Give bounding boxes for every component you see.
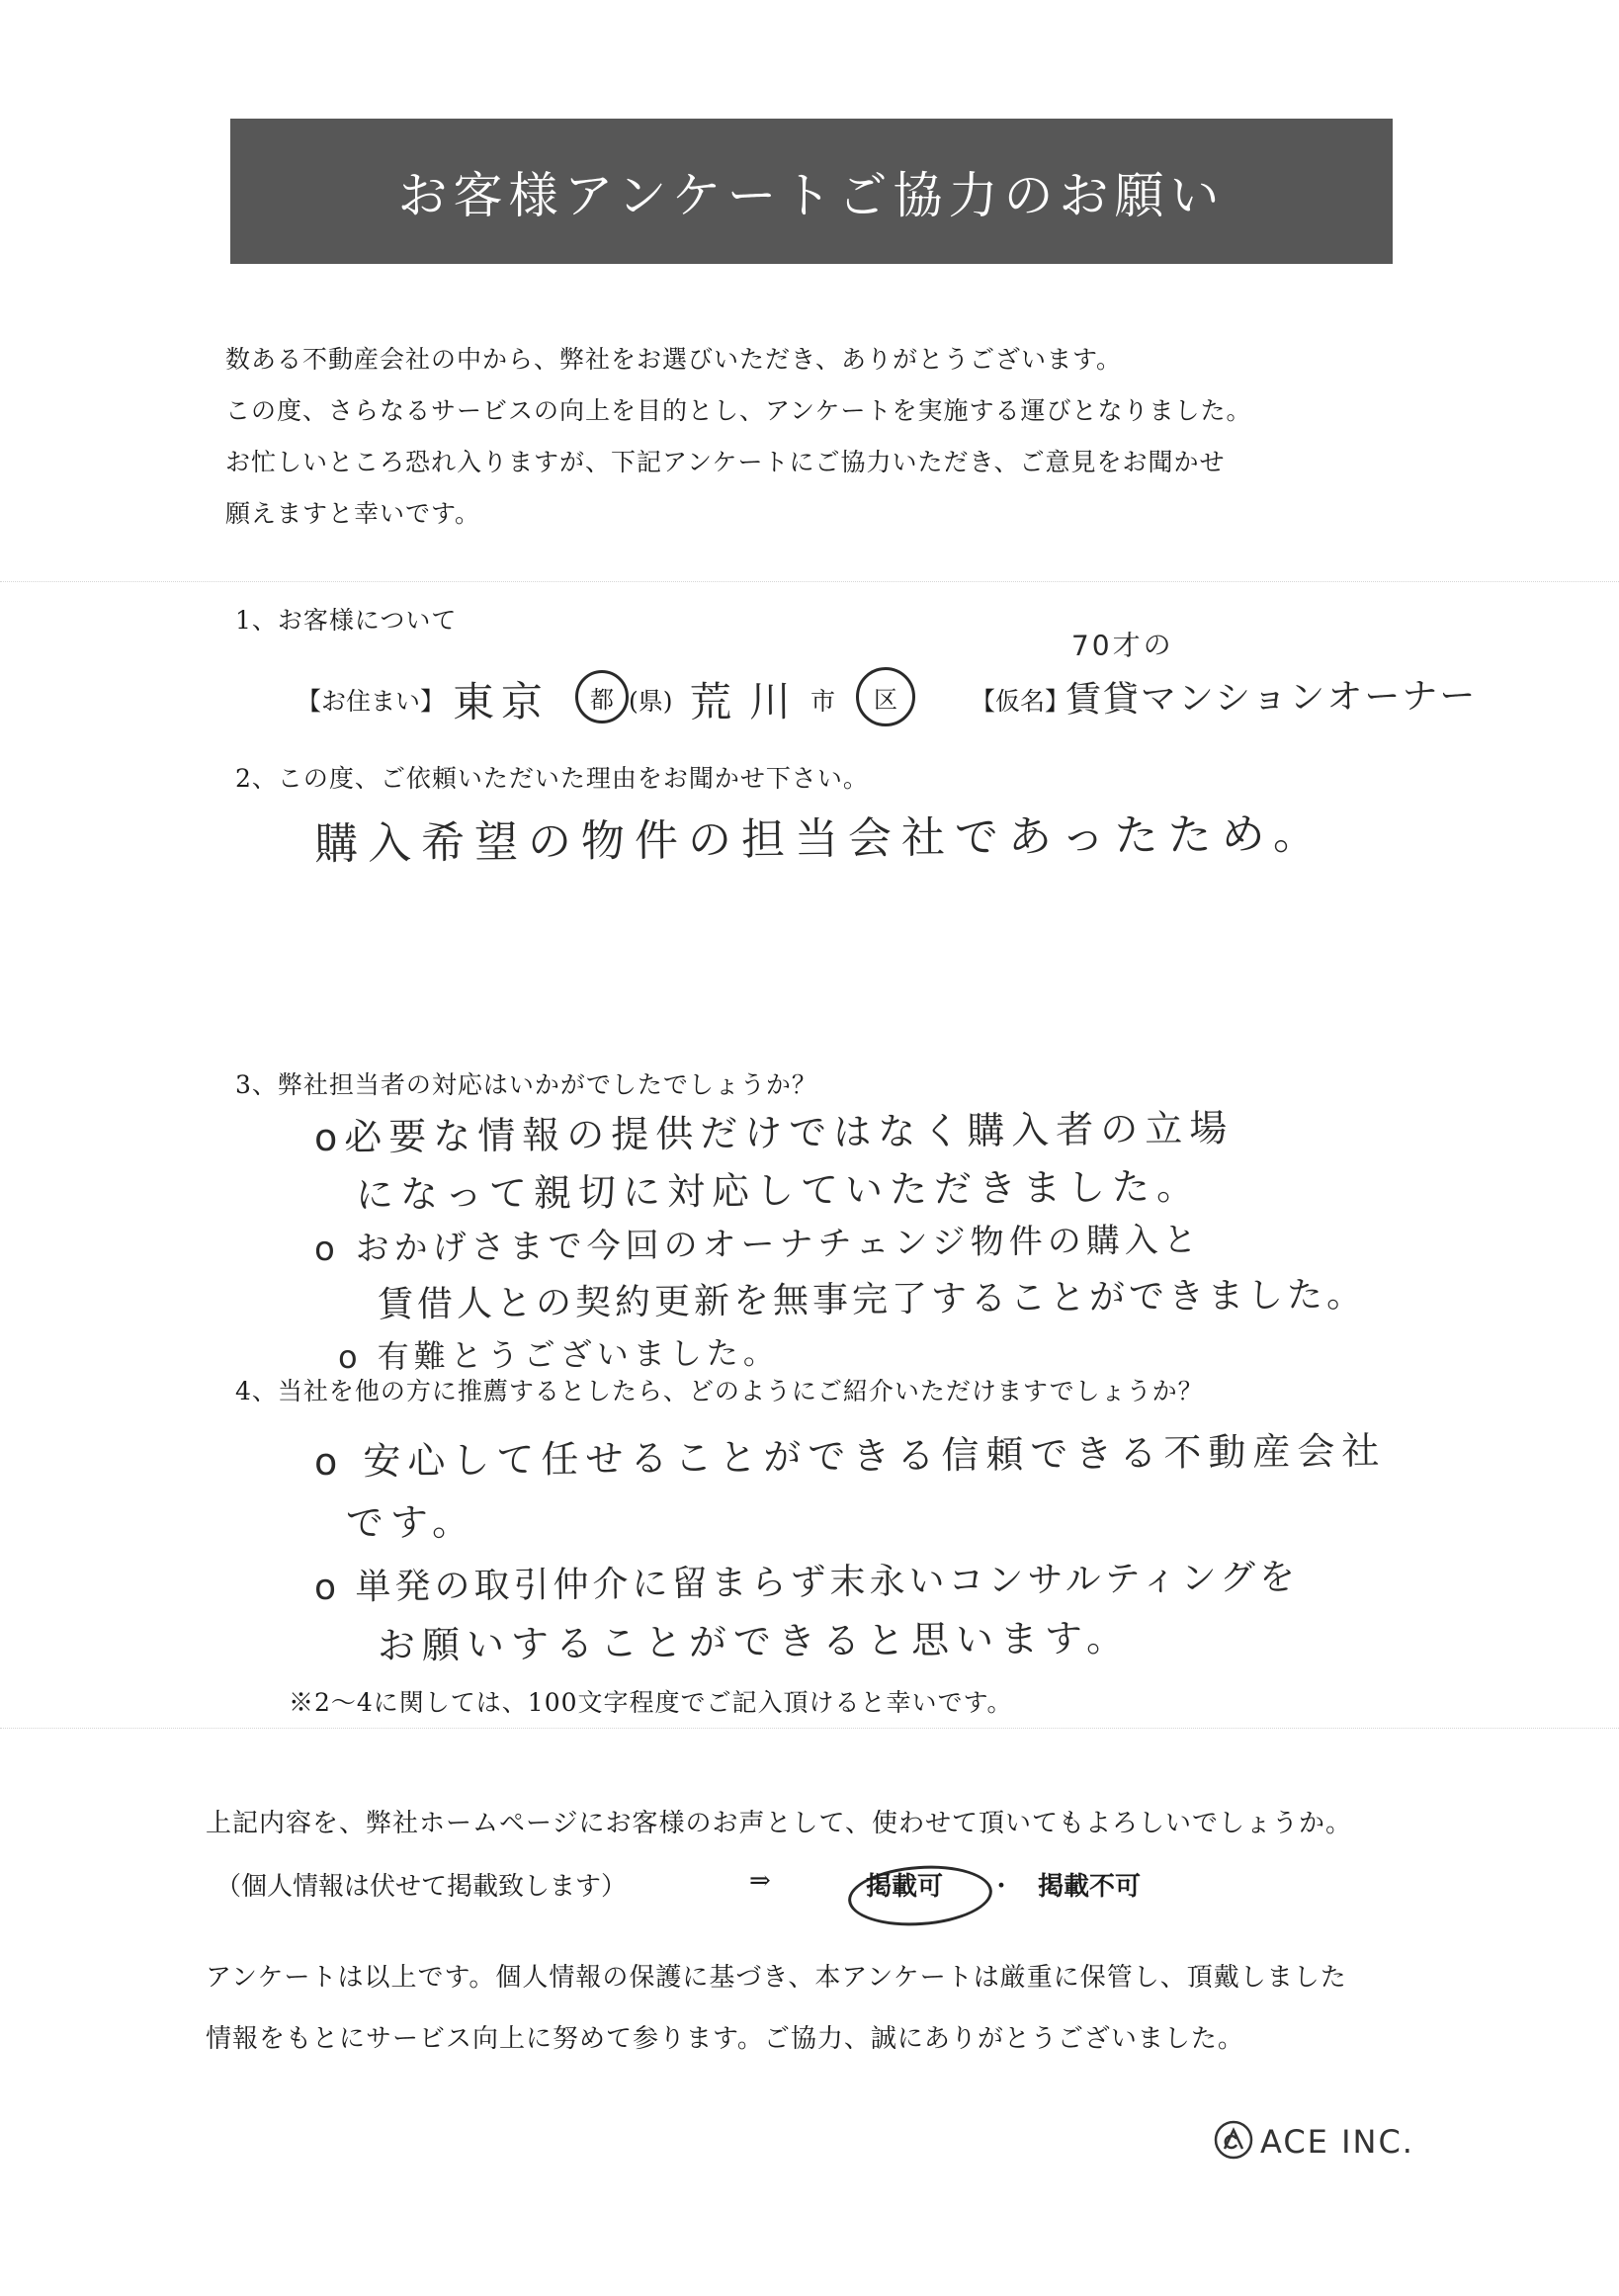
question-3-answer-line: 賃借人との契約更新を無事完了することができました。 — [377, 1274, 1367, 1325]
privacy-note: （個人情報は伏せて掲載致します） — [215, 1872, 628, 1902]
option-ku-circled: 区 — [856, 667, 915, 726]
publication-consent-question: 上記内容を、弊社ホームページにお客様のお声として、使わせて頂いてもよろしいでしょうか。 — [206, 1809, 1352, 1838]
question-4-label: 4、当社を他の方に推薦するとしたら、どのようにご紹介いただけますでしょうか？ — [235, 1377, 1204, 1405]
residence-city-handwritten: 荒川 — [689, 676, 810, 726]
question-4-answer-line: o 単発の取引仲介に留まらず末永いコンサルティングを — [313, 1557, 1300, 1608]
customer-info-row — [297, 628, 1478, 733]
question-3-answer-line: o必要な情報の提供だけではなく購入者の立場 — [313, 1106, 1235, 1159]
intro-line: お忙しいところ恐れ入りますが、下記アンケートにご協力いただき、ご意見をお聞かせ — [225, 448, 1226, 476]
question-2-label: 2、この度、ご依頼いただいた理由をお聞かせ下さい。 — [235, 764, 869, 793]
fold-line-top — [0, 581, 1619, 582]
pseudonym-note-handwritten: 70才の — [1070, 628, 1174, 662]
question-4-answer-line: です。 — [345, 1499, 477, 1545]
publication-consent-row — [215, 1856, 1303, 1915]
option-to-circled: 都 — [575, 670, 629, 723]
option-separator: ・ — [988, 1872, 1015, 1902]
fold-line-bottom — [0, 1728, 1619, 1729]
survey-title: お客様アンケートご協力のお願い — [397, 166, 1226, 224]
company-name: ACE INC. — [1260, 2123, 1414, 2161]
question-3-answer-line: o 有難とうございました。 — [337, 1333, 780, 1376]
option-publish-ok: 掲載可 — [866, 1871, 944, 1901]
option-ken: (県) — [629, 687, 673, 716]
intro-line: 願えますと幸いです。 — [225, 499, 481, 528]
question-3-label: 3、弊社担当者の対応はいかがでしたでしょうか？ — [235, 1070, 817, 1099]
closing-text — [206, 1947, 1347, 2070]
survey-title-banner — [230, 119, 1393, 264]
character-count-note: ※2～4に関しては、100文字程度でご記入頂けると幸いです。 — [289, 1688, 1013, 1717]
question-3-answer-line: になって親切に対応していただきました。 — [355, 1164, 1202, 1217]
option-publish-ng: 掲載不可 — [1038, 1871, 1142, 1901]
residence-pref-handwritten: 東京 — [452, 676, 551, 726]
question-3-answer-line: o おかげさまで今回のオーナチェンジ物件の購入と — [313, 1220, 1202, 1269]
intro-line: この度、さらなるサービスの向上を目的とし、アンケートを実施する運びとなりました。 — [225, 396, 1252, 425]
question-4-answer-line: o 安心して任せることができる信頼できる不動産会社 — [313, 1428, 1387, 1484]
ace-logo-icon — [1213, 2119, 1254, 2165]
closing-line: 情報をもとにサービス向上に努めて参ります。ご協力、誠にありがとうございました。 — [206, 2024, 1244, 2054]
pseudonym-handwritten: 賃貸マンションオーナー — [1065, 675, 1478, 721]
closing-line: アンケートは以上です。個人情報の保護に基づき、本アンケートは厳重に保管し、頂戴しました — [206, 1963, 1347, 1993]
question-4-answer-line: お願いすることができると思います。 — [377, 1616, 1132, 1667]
intro-line: 数ある不動産会社の中から、弊社をお選びいただき、ありがとうございます。 — [225, 345, 1123, 374]
question-2-answer: 購入希望の物件の担当会社であったため。 — [313, 808, 1327, 870]
arrow-icon: ⇒ — [749, 1866, 771, 1896]
pseudonym-label: 【仮名】 — [971, 689, 1070, 716]
company-logo — [1213, 2112, 1414, 2171]
residence-label: 【お住まい】 — [297, 689, 446, 716]
intro-text — [225, 334, 1411, 540]
option-shi: 市 — [810, 687, 836, 716]
question-1-label: 1、お客様について — [235, 606, 458, 635]
